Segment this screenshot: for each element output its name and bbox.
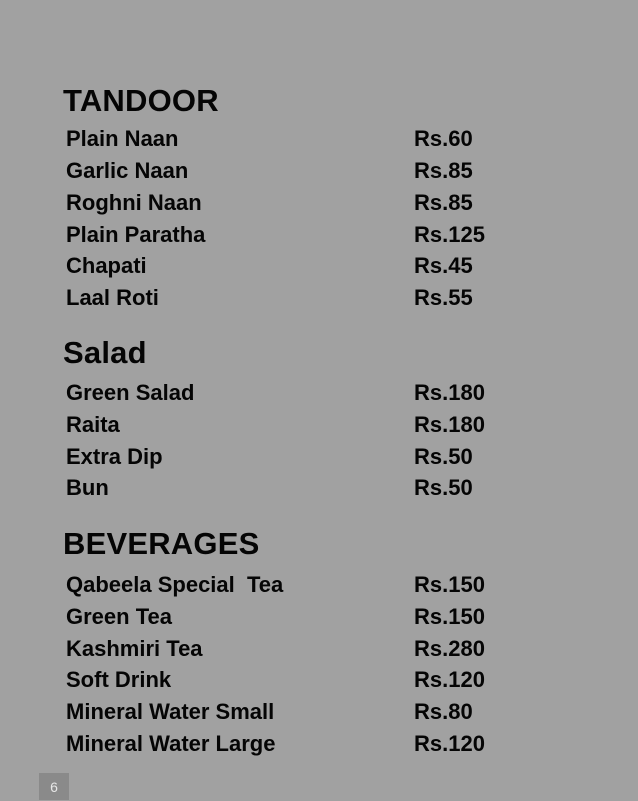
- item-name: Mineral Water Large: [66, 731, 276, 756]
- item-price: Rs.50: [414, 444, 473, 469]
- page-number: 6: [39, 773, 69, 800]
- item-name: Kashmiri Tea: [66, 636, 203, 661]
- item-price: Rs.180: [414, 380, 485, 405]
- menu-item: [66, 570, 506, 600]
- menu-item: [66, 729, 506, 759]
- item-name: Bun: [66, 475, 109, 500]
- menu-item: [66, 283, 506, 313]
- section-title-tandoor: TANDOOR: [63, 83, 219, 118]
- item-name: Qabeela Special Tea: [66, 572, 284, 597]
- menu-item: [66, 634, 506, 664]
- item-price: Rs.60: [414, 126, 473, 151]
- menu-item: [66, 410, 506, 440]
- menu-item: [66, 602, 506, 632]
- section-title-salad: Salad: [63, 335, 147, 370]
- item-price: Rs.125: [414, 222, 485, 247]
- item-name: Green Tea: [66, 604, 172, 629]
- menu-item: [66, 156, 506, 186]
- item-price: Rs.85: [414, 190, 473, 215]
- menu-item: [66, 188, 506, 218]
- item-name: Roghni Naan: [66, 190, 202, 215]
- item-name: Mineral Water Small: [66, 699, 275, 724]
- menu-item: [66, 220, 506, 250]
- menu-item: [66, 697, 506, 727]
- item-name: Plain Paratha: [66, 222, 206, 247]
- item-price: Rs.55: [414, 285, 473, 310]
- item-name: Plain Naan: [66, 126, 179, 151]
- menu-item: [66, 473, 506, 503]
- item-price: Rs.85: [414, 158, 473, 183]
- menu-item: [66, 378, 506, 408]
- menu-item: [66, 442, 506, 472]
- item-price: Rs.180: [414, 412, 485, 437]
- item-name: Extra Dip: [66, 444, 163, 469]
- item-name: Green Salad: [66, 380, 195, 405]
- item-name: Laal Roti: [66, 285, 159, 310]
- item-price: Rs.280: [414, 636, 485, 661]
- item-price: Rs.120: [414, 731, 485, 756]
- item-name: Chapati: [66, 253, 147, 278]
- item-price: Rs.150: [414, 572, 485, 597]
- item-name: Raita: [66, 412, 120, 437]
- menu-item: [66, 251, 506, 281]
- menu-item: [66, 665, 506, 695]
- item-price: Rs.45: [414, 253, 473, 278]
- item-name: Garlic Naan: [66, 158, 189, 183]
- item-price: Rs.150: [414, 604, 485, 629]
- section-title-beverages: BEVERAGES: [63, 526, 260, 561]
- menu-item: [66, 124, 506, 154]
- item-price: Rs.80: [414, 699, 473, 724]
- item-name: Soft Drink: [66, 667, 172, 692]
- item-price: Rs.50: [414, 475, 473, 500]
- item-price: Rs.120: [414, 667, 485, 692]
